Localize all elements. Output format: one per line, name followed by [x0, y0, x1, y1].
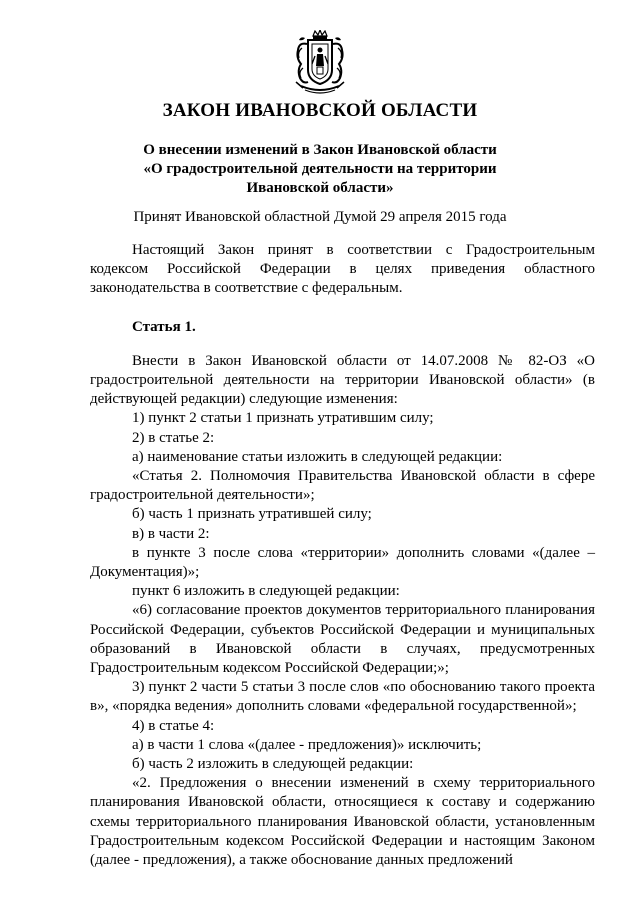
- law-title: ЗАКОН ИВАНОВСКОЙ ОБЛАСТИ: [162, 100, 478, 121]
- law-subtitle: [0, 141, 640, 198]
- subtitle-line: «О градостроительной деятельности на территории: [143, 161, 497, 177]
- article-paragraph: а) наименование статьи изложить в следующей редакции:: [132, 448, 503, 465]
- article-paragraph: б) часть 1 признать утратившей силу;: [132, 506, 372, 523]
- article-paragraph: а) в части 1 слова «(далее - предложения)» исключить;: [132, 736, 482, 753]
- adoption-note: Принят Ивановской областной Думой 29 апреля 2015 года: [133, 209, 507, 225]
- article-paragraph: пункт 6 изложить в следующей редакции:: [132, 583, 400, 600]
- article-paragraph: в пункте 3 после слова «территории» дополнить словами «(далее – Документация)»;: [90, 544, 595, 581]
- article-paragraph: «2. Предложения о внесении изменений в схему территориального планирования Ивановской области, относящиеся к составу и содержанию схемы территориального планирования Ивановской области, установленным Градостроительным кодексом Российской Федерации и настоящим Законом (далее - предложения), а также обоснование данных предложений: [90, 775, 595, 869]
- article-paragraph: 2) в статье 2:: [132, 429, 215, 446]
- article-paragraph: «Статья 2. Полномочия Правительства Ивановской области в сфере градостроительной деятельности»;: [90, 468, 595, 504]
- subtitle-line: Ивановской области»: [246, 180, 394, 196]
- article-paragraph: 4) в статье 4:: [132, 717, 215, 734]
- article-paragraph: 1) пункт 2 статьи 1 признать утратившим силу;: [132, 410, 434, 427]
- article-paragraph: Внести в Закон Ивановской области от 14.07.2008 № 82-ОЗ «О градостроительной деятельности на территории Ивановской области» (в действующей редакции) следующие изменения:: [90, 352, 595, 408]
- article-paragraph: «6) согласование проектов документов территориального планирования Российской Федерации, субъектов Российской Федерации и муниципальных образований в Ивановской области в случаях, предусмотренных Градостроительным кодексом Российской Федерации;»;: [90, 602, 595, 677]
- article-paragraph: 3) пункт 2 части 5 статьи 3 после слов «по обоснованию такого проекта в», «порядка ведения» дополнить словами «федеральной государственной»;: [90, 679, 595, 715]
- article-heading: Статья 1.: [132, 318, 196, 335]
- article-paragraph: б) часть 2 изложить в следующей редакции:: [132, 756, 414, 773]
- subtitle-line: О внесении изменений в Закон Ивановской области: [143, 142, 497, 158]
- coat-of-arms-icon: [293, 30, 347, 96]
- article-paragraph: в) в части 2:: [132, 525, 210, 542]
- law-body: [90, 241, 595, 870]
- preamble: Настоящий Закон принят в соответствии с Градостроительным кодексом Российской Федерации в целях приведения областного законодательства в соответствие с федеральным.: [90, 242, 595, 297]
